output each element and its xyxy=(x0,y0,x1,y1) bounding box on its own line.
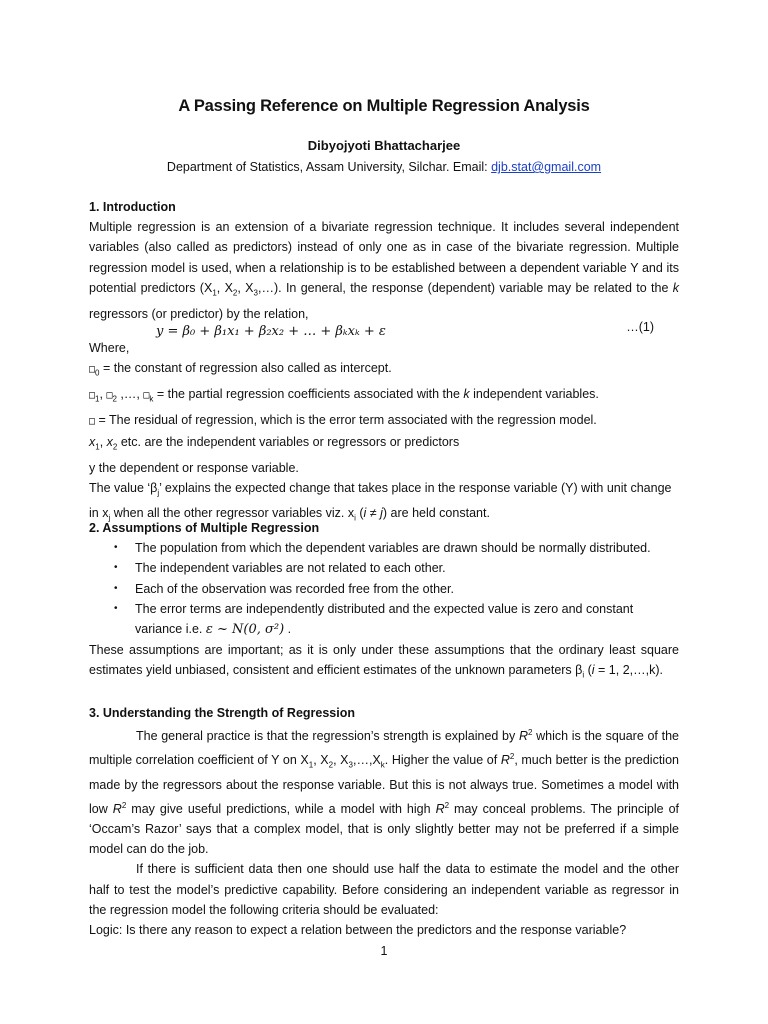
affiliation xyxy=(0,160,768,174)
definition-beta0: $□_0$ = the constant of regression also called as intercept. xyxy=(89,361,392,378)
affiliation-text: Department of Statistics, Assam University, Silchar. Email: xyxy=(166,160,492,174)
strength-paragraph-2: If there is sufficient data then one should use half the data to estimate the model and the other half to test the model’s predictive capability. Before considering an independent variable as regressor in the regression model the following criteria should be evaluated: xyxy=(89,862,679,917)
where-label: Where, xyxy=(89,341,130,355)
regression-equation: y = β₀ + β₁x₁ + β₂x₂ + … + βₖxₖ + ε xyxy=(156,324,386,339)
strength-paragraph-1: The general practice is that the regression’s strength is explained by $R^2$ which is the square of the multiple correlation coefficient of Y on $X_1$, $X_2$, $X_3,\dots,X_k$. Higher the value of $R^2$, much better is the prediction made by the regressors about the response variable. But this is not always true. Sometimes a model with low $R^2$ may give useful predictions, while a model with high $R^2$ may conceal problems. The principle of ‘Occam’s Razor’ says that a complex model, that is only slightly better may not be preferred if a simple model can do the job. xyxy=(89,728,679,857)
introduction-heading: 1. Introduction xyxy=(89,200,176,214)
list-item: • The independent variables are not related to each other. xyxy=(89,558,679,578)
list-item: • Each of the observation was recorded free from the other. xyxy=(89,579,679,599)
strength-heading: 3. Understanding the Strength of Regression xyxy=(89,706,355,720)
assumptions-heading: 2. Assumptions of Multiple Regression xyxy=(89,521,320,535)
assumptions-list xyxy=(89,538,679,640)
list-item: • The error terms are independently distributed and the expected value is zero and constant xyxy=(89,599,679,619)
list-item-continuation: variance i.e. ε ~ N(0, σ²) . xyxy=(135,622,292,638)
list-item: • The population from which the dependent variables are drawn should be normally distributed. xyxy=(89,538,679,558)
equation-number: …(1) xyxy=(626,320,654,334)
page-number: 1 xyxy=(380,944,388,958)
definition-x: $x_1$, $x_2$ etc. are the independent variables or regressors or predictors xyxy=(89,434,460,452)
assumptions-paragraph: These assumptions are important; as it is only under these assumptions that the ordinary least square estimates yield unbiased, consistent and efficient estimates of the unknown parameters $\beta_i$ (i = 1, 2,…,k). xyxy=(89,643,679,680)
introduction-section xyxy=(89,197,679,324)
value-explanation-line1: The value ‘$\beta_j$’ explains the expected change that takes place in the response variable (Y) with unit change xyxy=(89,480,672,498)
email-link[interactable]: djb.stat@gmail.com xyxy=(491,160,602,174)
logic-criterion: Logic: Is there any reason to expect a relation between the predictors and the response variable? xyxy=(89,923,627,937)
paper-title: A Passing Reference on Multiple Regression Analysis xyxy=(178,97,590,115)
definitions-block xyxy=(89,338,679,529)
definition-beta1k: $□_1$, $□_2$ ,…, $□_k$ = the partial regression coefficients associated with the k independent variables. xyxy=(89,386,599,404)
strength-section xyxy=(89,703,679,940)
author-name: Dibyojyoti Bhattacharjee xyxy=(307,138,461,153)
definition-epsilon: □ = The residual of regression, which is the error term associated with the regression model. xyxy=(89,412,597,427)
variance-equation: ε ~ N(0, σ²) xyxy=(205,622,285,638)
value-explanation-line2: in $x_j$ when all the other regressor variables viz. $x_i$ (i ≠ j) are held constant. xyxy=(89,506,490,523)
assumptions-section xyxy=(89,518,679,686)
definition-y: y the dependent or response variable. xyxy=(89,460,299,475)
introduction-paragraph: Multiple regression is an extension of a bivariate regression technique. It includes several independent variables (also called as predictors) instead of only one as in case of the bivariate regression. Multiple regression model is used, when a relationship is to be established between a dependent variable Y and its potential predictors ($X_1$, $X_2$, $X_3,\dots$). In general, the response (dependent) variable may be related to the k regressors (or predictor) by the relation, xyxy=(89,220,679,321)
